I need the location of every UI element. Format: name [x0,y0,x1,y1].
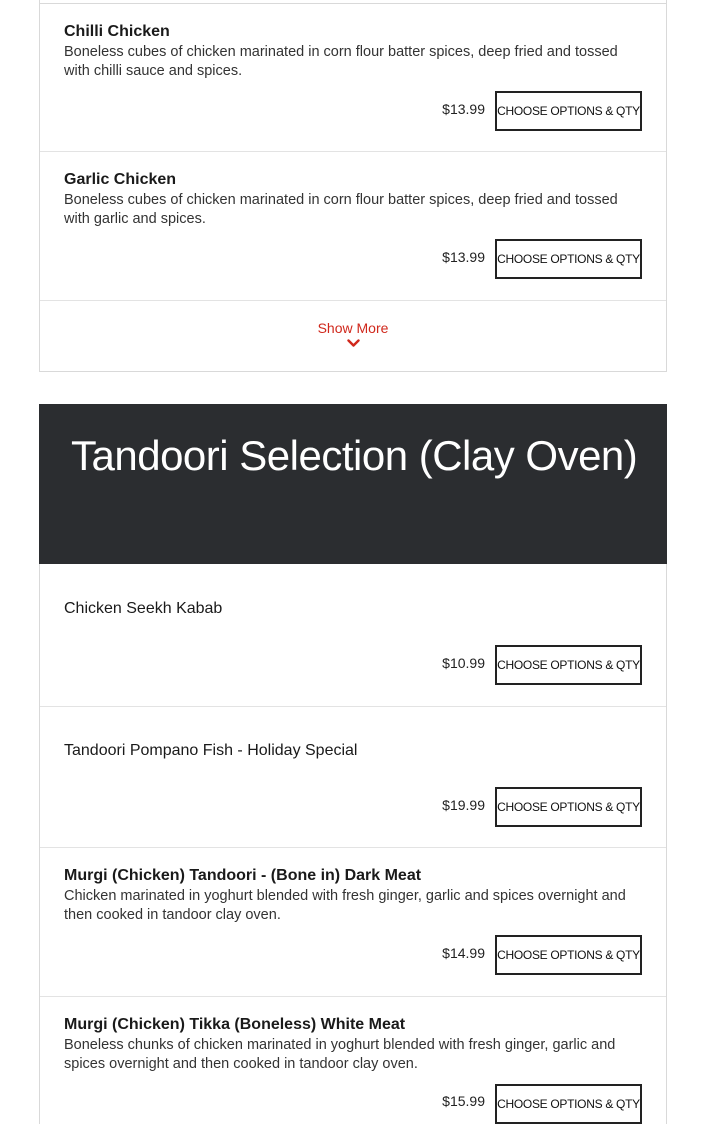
category-items-card [39,564,667,1124]
item-description: Boneless cubes of chicken marinated in corn flour batter spices, deep fried and tossed with garlic and spices. [64,192,618,227]
chevron-down-icon [347,339,360,348]
choose-options-button[interactable]: CHOOSE OPTIONS & QTY [495,787,642,827]
item-price: $19.99 [442,797,485,813]
category-header [39,404,667,564]
choose-options-button[interactable]: CHOOSE OPTIONS & QTY [495,645,642,685]
choose-options-button[interactable]: CHOOSE OPTIONS & QTY [495,935,642,975]
item-price: $15.99 [442,1093,485,1109]
menu-item [40,848,666,997]
show-more-button[interactable] [40,301,666,372]
item-description: Boneless cubes of chicken marinated in corn flour batter spices, deep fried and tossed with chilli sauce and spices. [64,44,618,79]
choose-options-button[interactable]: CHOOSE OPTIONS & QTY [495,91,642,131]
item-name: Murgi (Chicken) Tikka (Boneless) White Meat [64,1016,406,1033]
menu-section-card [39,0,667,372]
choose-options-button[interactable]: CHOOSE OPTIONS & QTY [495,239,642,279]
item-name: Murgi (Chicken) Tandoori - (Bone in) Dark Meat [64,867,422,884]
menu-item [40,997,666,1146]
item-name: Chicken Seekh Kabab [64,600,223,617]
item-price: $14.99 [442,945,485,961]
menu-item [40,707,666,848]
item-name: Garlic Chicken [64,171,177,188]
category-title: Tandoori Selection (Clay Oven) [71,432,638,479]
item-price: $13.99 [442,101,485,117]
choose-options-button[interactable]: CHOOSE OPTIONS & QTY [495,1084,642,1124]
item-description: Chicken marinated in yoghurt blended with fresh ginger, garlic and spices overnight and then cooked in tandoor clay oven. [64,888,626,923]
show-more-label: Show More [317,320,389,336]
item-price: $13.99 [442,249,485,265]
menu-item [40,4,666,152]
item-name: Chilli Chicken [64,23,170,40]
item-price: $10.99 [442,655,485,671]
item-description: Boneless chunks of chicken marinated in yoghurt blended with fresh ginger, garlic and spices overnight and then cooked in tandoor clay oven. [64,1037,616,1072]
item-name: Tandoori Pompano Fish - Holiday Special [64,742,358,759]
menu-item [40,152,666,301]
menu-item [40,564,666,707]
